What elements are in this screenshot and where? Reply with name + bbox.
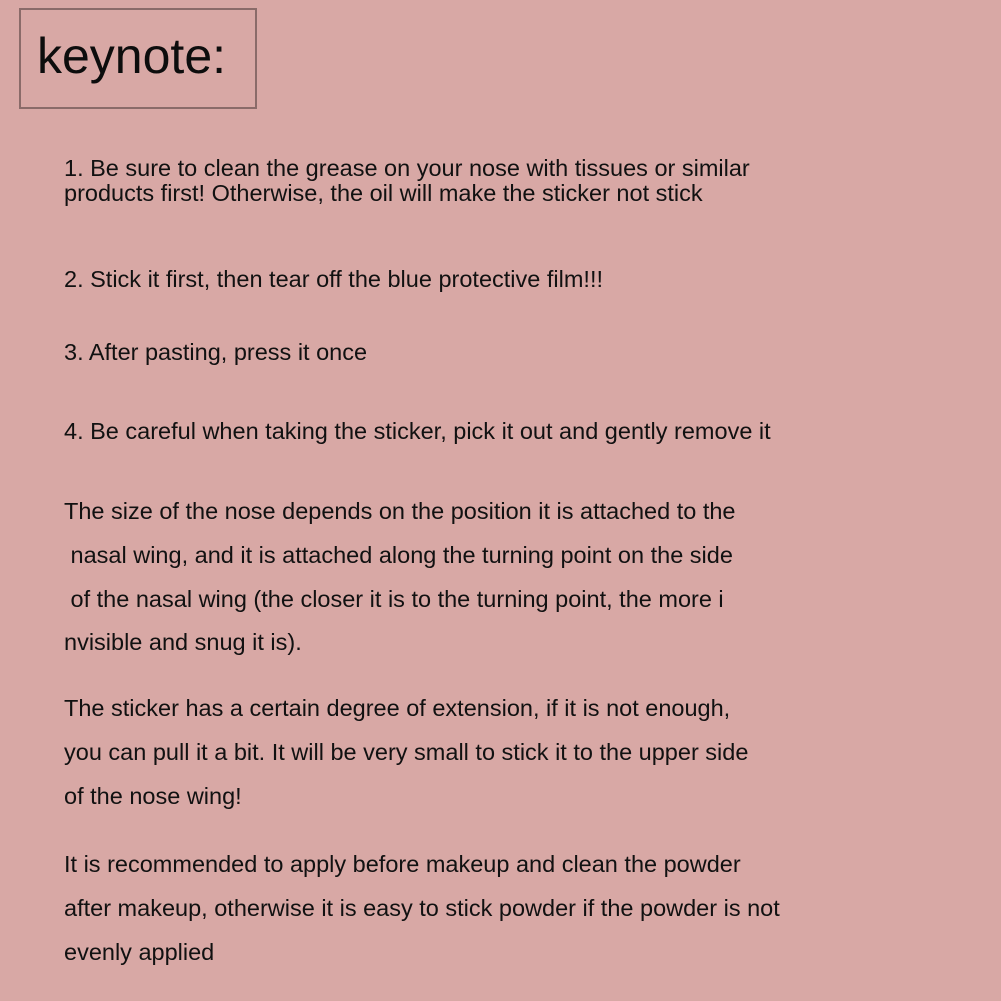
paragraph-3-line-2: after makeup, otherwise it is easy to stick powder if the powder is not — [64, 895, 780, 921]
title-box — [19, 8, 257, 109]
note-1-line-1: 1. Be sure to clean the grease on your nose with tissues or similar — [64, 155, 750, 181]
note-3: 3. After pasting, press it once — [64, 339, 368, 365]
paragraph-2-line-3: of the nose wing! — [64, 783, 242, 809]
note-2: 2. Stick it first, then tear off the blue protective film!!! — [64, 266, 603, 292]
paragraph-3-line-1: It is recommended to apply before makeup and clean the powder — [64, 851, 741, 877]
paragraph-2-line-1: The sticker has a certain degree of extension, if it is not enough, — [64, 695, 731, 721]
note-1-line-2: products first! Otherwise, the oil will make the sticker not stick — [64, 180, 703, 206]
page-title: keynote: — [37, 28, 227, 84]
paragraph-2-line-2: you can pull it a bit. It will be very small to stick it to the upper side — [64, 739, 749, 765]
paragraph-3-line-3: evenly applied — [64, 939, 215, 965]
paragraph-1-line-3: of the nasal wing (the closer it is to the turning point, the more i — [64, 586, 724, 612]
note-4: 4. Be careful when taking the sticker, pick it out and gently remove it — [64, 418, 771, 444]
paragraph-1-line-2: nasal wing, and it is attached along the turning point on the side — [64, 542, 733, 568]
paragraph-1-line-1: The size of the nose depends on the position it is attached to the — [64, 498, 736, 524]
paragraph-1-line-4: nvisible and snug it is). — [64, 629, 302, 655]
